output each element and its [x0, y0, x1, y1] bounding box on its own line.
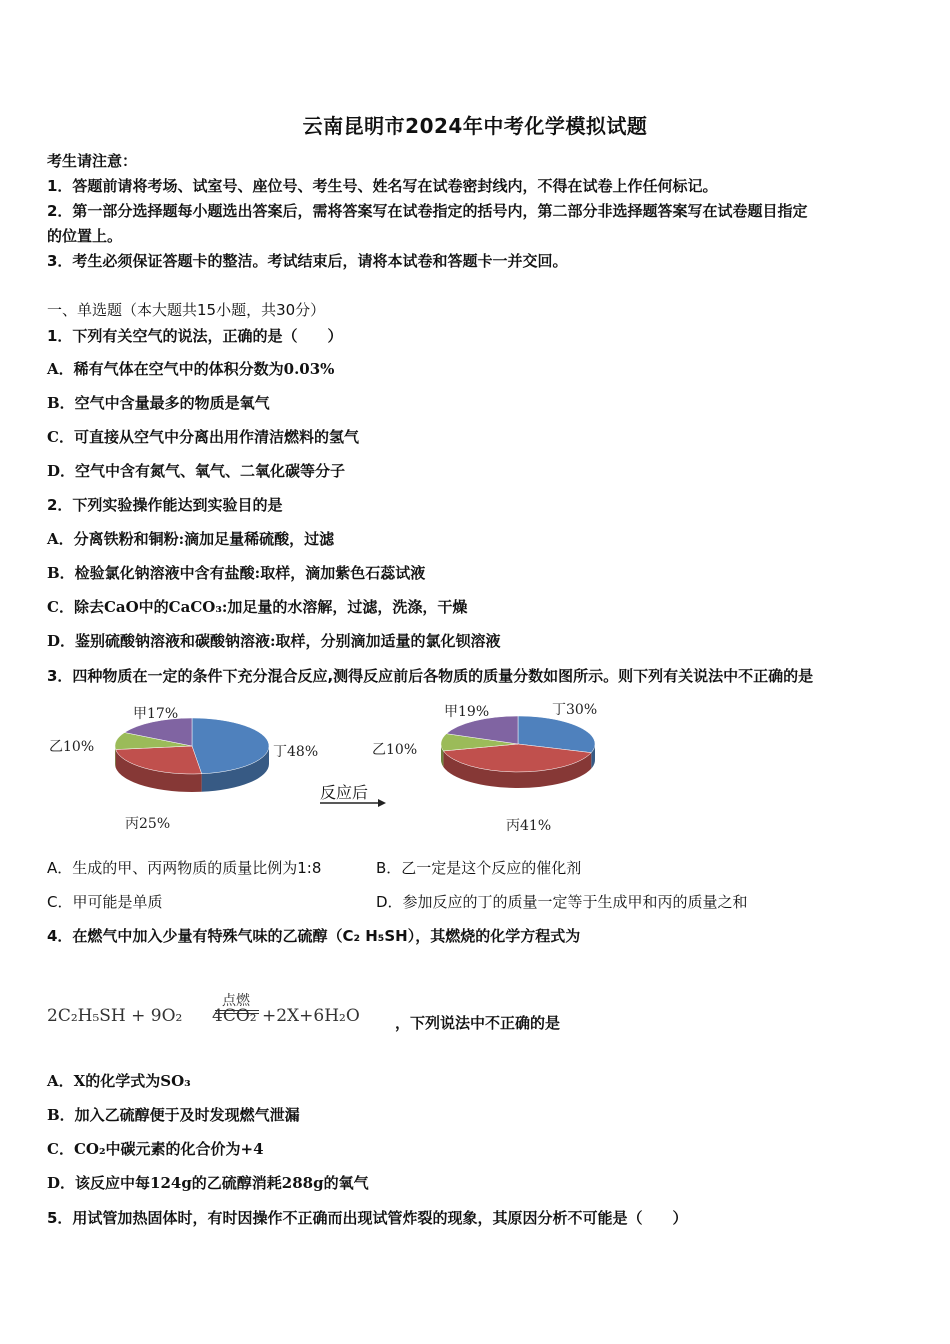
pie-chart-before [45, 698, 345, 838]
equation-right: 4CO₂ +2X+6H₂O [212, 1006, 360, 1026]
q4-option-c: C．CO₂中碳元素的化合价为+4 [47, 1140, 264, 1158]
chemical-equation [47, 990, 567, 1040]
equation-condition: 点燃 [222, 993, 250, 1009]
q4-stem-tail: ，下列说法中不正确的是 [395, 1014, 561, 1032]
q4-stem: 4．在燃气中加入少量有特殊气味的乙硫醇（C₂ H₅SH），其燃烧的化学方程式为 [47, 927, 581, 945]
q4-option-d: D．该反应中每124g的乙硫醇消耗288g的氧气 [47, 1174, 369, 1192]
q3-option-a: A．生成的甲、丙两物质的质量比例为1:8 [47, 859, 322, 877]
pie-chart-after [368, 698, 618, 838]
notice-item-1: 1．答题前请将考场、试室号、座位号、考生号、姓名写在试卷密封线内，不得在试卷上作任何标记。 [47, 177, 718, 195]
q1-stem: 1．下列有关空气的说法，正确的是（ ） [47, 327, 343, 345]
q2-stem: 2．下列实验操作能达到实验目的是 [47, 496, 283, 514]
pie-label-甲: 甲19% [444, 704, 490, 720]
pie-label-丁: 丁30% [552, 702, 598, 718]
q2-option-c: C．除去CaO中的CaCO₃:加足量的水溶解，过滤，洗涤，干燥 [47, 598, 468, 616]
pie-label-甲: 甲17% [133, 706, 179, 722]
q4-option-b: B．加入乙硫醇便于及时发现燃气泄漏 [47, 1106, 300, 1124]
pie-label-乙: 乙10% [49, 739, 95, 755]
q3-option-d: D．参加反应的丁的质量一定等于生成甲和丙的质量之和 [376, 893, 748, 911]
notice-item-2-cont: 的位置上。 [47, 227, 123, 245]
q3-option-b: B．乙一定是这个反应的催化剂 [376, 859, 582, 877]
q1-option-c: C．可直接从空气中分离出用作清洁燃料的氢气 [47, 428, 359, 446]
notice-item-2: 2．第一部分选择题每小题选出答案后，需将答案写在试卷指定的括号内，第二部分非选择题答案写在试卷题目指定 [47, 202, 808, 220]
notice-item-3: 3．考生必须保证答题卡的整洁。考试结束后，请将本试卷和答题卡一并交回。 [47, 252, 568, 270]
reaction-arrow-icon [318, 797, 388, 809]
q5-stem: 5．用试管加热固体时，有时因操作不正确而出现试管炸裂的现象，其原因分析不可能是（ ） [47, 1209, 688, 1227]
q1-option-b: B．空气中含量最多的物质是氧气 [47, 394, 270, 412]
pie-label-丁: 丁48% [273, 744, 319, 760]
q2-option-d: D．鉴别硫酸钠溶液和碳酸钠溶液:取样，分别滴加适量的氯化钡溶液 [47, 632, 501, 650]
section-heading: 一、单选题（本大题共15小题，共30分） [47, 301, 326, 319]
equation-left: 2C₂H₅SH + 9O₂ [47, 1006, 183, 1026]
exam-title: 云南昆明市2024年中考化学模拟试题 [302, 114, 648, 138]
notice-heading: 考生请注意： [47, 152, 138, 170]
reaction-arrow-label: 反应后 [320, 783, 369, 802]
q2-option-a: A．分离铁粉和铜粉:滴加足量稀硫酸，过滤 [47, 530, 335, 548]
q1-option-a: A．稀有气体在空气中的体积分数为0.03% [47, 360, 335, 378]
pie-label-丙: 丙25% [125, 816, 171, 832]
q1-option-d: D．空气中含有氮气、氧气、二氧化碳等分子 [47, 462, 346, 480]
q4-option-a: A．X的化学式为SO₃ [47, 1072, 191, 1090]
pie-label-丙: 丙41% [506, 818, 552, 834]
pie-label-乙: 乙10% [372, 742, 418, 758]
q2-option-b: B．检验氯化钠溶液中含有盐酸:取样，滴加紫色石蕊试液 [47, 564, 426, 582]
q3-stem: 3．四种物质在一定的条件下充分混合反应,测得反应前后各物质的质量分数如图所示。则下列有关说法中不正确的是 [47, 667, 814, 685]
q3-option-c: C．甲可能是单质 [47, 893, 163, 911]
